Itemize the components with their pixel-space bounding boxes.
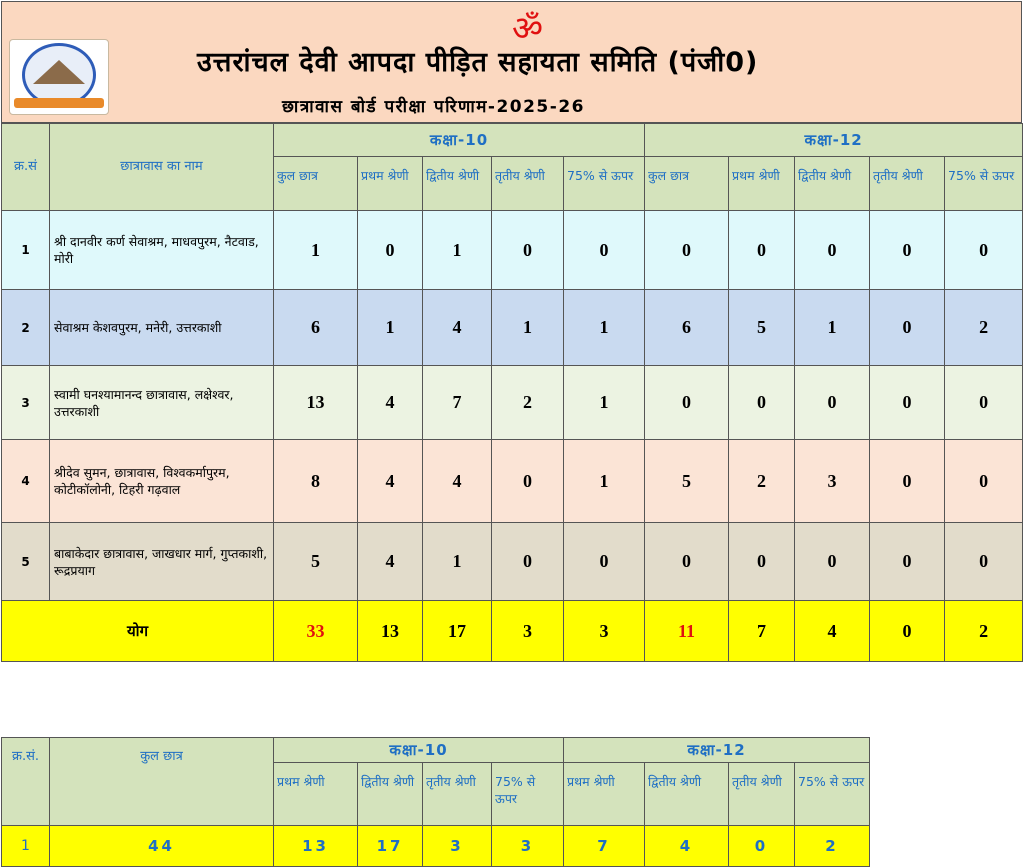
- cell-value: 0: [729, 211, 795, 290]
- cell-value: 0: [492, 440, 564, 523]
- cell-value: 0: [729, 523, 795, 601]
- cell-value: 0: [358, 211, 423, 290]
- total-cell: 7: [729, 601, 795, 662]
- cell-value: 1: [795, 290, 870, 366]
- document-header: [1, 1, 1022, 123]
- total-c12-students: 11: [645, 601, 729, 662]
- cell-value: 0: [870, 440, 945, 523]
- total-cell: 0: [870, 601, 945, 662]
- summary-c10-first: प्रथम श्रेणी: [274, 763, 358, 826]
- row-index: 4: [2, 440, 50, 523]
- page-title: उत्तरांचल देवी आपदा पीड़ित सहायता समिति (पंजी0): [197, 47, 759, 78]
- summary-c10-above75: 75% से ऊपर: [492, 763, 564, 826]
- total-cell: 3: [492, 601, 564, 662]
- summary-table: [1, 737, 870, 867]
- total-cell: 4: [795, 601, 870, 662]
- cell-value: 2: [945, 290, 1023, 366]
- om-symbol-icon: ॐ: [512, 9, 544, 49]
- cell-value: 1: [564, 366, 645, 440]
- cell-value: 1: [492, 290, 564, 366]
- total-cell: 3: [564, 601, 645, 662]
- cell-value: 4: [423, 290, 492, 366]
- hostel-results-table: [1, 123, 1023, 662]
- summary-cell: 4: [645, 826, 729, 867]
- page-subtitle: छात्रावास बोर्ड परीक्षा परिणाम-2025-26: [282, 97, 585, 117]
- cell-value: 6: [645, 290, 729, 366]
- col-header-c12-first: प्रथम श्रेणी: [729, 157, 795, 211]
- total-row: [2, 601, 1023, 662]
- summary-col-header-index: क्र.सं.: [2, 738, 50, 826]
- cell-value: 0: [945, 211, 1023, 290]
- summary-header-row: [2, 738, 870, 763]
- summary-c12-second: द्वितीय श्रेणी: [645, 763, 729, 826]
- cell-value: 5: [274, 523, 358, 601]
- row-index: 3: [2, 366, 50, 440]
- seal-ribbon: [14, 98, 104, 108]
- col-header-c12-total: कुल छात्र: [645, 157, 729, 211]
- summary-c12-above75: 75% से ऊपर: [795, 763, 870, 826]
- cell-value: 1: [274, 211, 358, 290]
- group-header-class12: कक्षा-12: [645, 124, 1023, 157]
- organization-seal-icon: [9, 39, 109, 115]
- summary-row: [2, 826, 870, 867]
- cell-value: 5: [645, 440, 729, 523]
- summary-group-class10: कक्षा-10: [274, 738, 564, 763]
- col-header-c10-above75: 75% से ऊपर: [564, 157, 645, 211]
- cell-value: 2: [492, 366, 564, 440]
- cell-value: 3: [795, 440, 870, 523]
- cell-value: 0: [795, 366, 870, 440]
- cell-value: 7: [423, 366, 492, 440]
- cell-value: 8: [274, 440, 358, 523]
- cell-value: 0: [492, 211, 564, 290]
- cell-value: 4: [358, 366, 423, 440]
- col-header-c10-first: प्रथम श्रेणी: [358, 157, 423, 211]
- cell-value: 0: [945, 440, 1023, 523]
- cell-value: 1: [358, 290, 423, 366]
- cell-value: 2: [729, 440, 795, 523]
- col-header-c10-second: द्वितीय श्रेणी: [423, 157, 492, 211]
- total-cell: 13: [358, 601, 423, 662]
- col-header-c10-third: तृतीय श्रेणी: [492, 157, 564, 211]
- total-cell: 17: [423, 601, 492, 662]
- cell-value: 0: [945, 523, 1023, 601]
- cell-value: 0: [870, 366, 945, 440]
- cell-value: 13: [274, 366, 358, 440]
- hostel-name: सेवाश्रम केशवपुरम, मनेरी, उत्तरकाशी: [50, 290, 274, 366]
- summary-total-students: 44: [50, 826, 274, 867]
- cell-value: 4: [358, 440, 423, 523]
- summary-cell: 3: [492, 826, 564, 867]
- cell-value: 1: [423, 523, 492, 601]
- col-header-c10-total: कुल छात्र: [274, 157, 358, 211]
- summary-c10-second: द्वितीय श्रेणी: [358, 763, 423, 826]
- col-header-c12-above75: 75% से ऊपर: [945, 157, 1023, 211]
- row-index: 2: [2, 290, 50, 366]
- cell-value: 0: [645, 523, 729, 601]
- cell-value: 1: [564, 290, 645, 366]
- cell-value: 0: [795, 523, 870, 601]
- cell-value: 1: [564, 440, 645, 523]
- total-c10-students: 33: [274, 601, 358, 662]
- cell-value: 1: [423, 211, 492, 290]
- hostel-name: स्वामी घनश्यामानन्द छात्रावास, लक्षेश्वर, उत्तरकाशी: [50, 366, 274, 440]
- hostel-name: श्री दानवीर कर्ण सेवाश्रम, माधवपुरम, नैटवाड, मोरी: [50, 211, 274, 290]
- cell-value: 0: [945, 366, 1023, 440]
- cell-value: 4: [358, 523, 423, 601]
- cell-value: 0: [645, 211, 729, 290]
- summary-col-header-total: कुल छात्र: [50, 738, 274, 826]
- row-index: 1: [2, 211, 50, 290]
- summary-c12-first: प्रथम श्रेणी: [564, 763, 645, 826]
- summary-cell: 7: [564, 826, 645, 867]
- cell-value: 0: [564, 523, 645, 601]
- summary-cell: 2: [795, 826, 870, 867]
- summary-cell: 13: [274, 826, 358, 867]
- group-header-class10: कक्षा-10: [274, 124, 645, 157]
- total-cell: 2: [945, 601, 1023, 662]
- summary-cell: 17: [358, 826, 423, 867]
- col-header-c12-third: तृतीय श्रेणी: [870, 157, 945, 211]
- cell-value: 6: [274, 290, 358, 366]
- cell-value: 5: [729, 290, 795, 366]
- summary-row-index: 1: [2, 826, 50, 867]
- summary-cell: 3: [423, 826, 492, 867]
- table-row: [2, 523, 1023, 601]
- col-header-hostel-name: छात्रावास का नाम: [50, 124, 274, 211]
- total-label: योग: [2, 601, 274, 662]
- table-row: [2, 440, 1023, 523]
- summary-c12-third: तृतीय श्रेणी: [729, 763, 795, 826]
- summary-c10-third: तृतीय श्रेणी: [423, 763, 492, 826]
- cell-value: 0: [564, 211, 645, 290]
- hostel-name: बाबाकेदार छात्रावास, जाखधार मार्ग, गुप्तकाशी, रूद्रप्रयाग: [50, 523, 274, 601]
- table-row: [2, 366, 1023, 440]
- cell-value: 0: [870, 523, 945, 601]
- row-index: 5: [2, 523, 50, 601]
- cell-value: 4: [423, 440, 492, 523]
- table-row: [2, 211, 1023, 290]
- cell-value: 0: [645, 366, 729, 440]
- cell-value: 0: [729, 366, 795, 440]
- cell-value: 0: [795, 211, 870, 290]
- summary-cell: 0: [729, 826, 795, 867]
- col-header-index: क्र.सं: [2, 124, 50, 211]
- cell-value: 0: [870, 290, 945, 366]
- col-header-c12-second: द्वितीय श्रेणी: [795, 157, 870, 211]
- hostel-name: श्रीदेव सुमन, छात्रावास, विश्वकर्मापुरम, कोटीकॉलोनी, टिहरी गढ़वाल: [50, 440, 274, 523]
- cell-value: 0: [870, 211, 945, 290]
- summary-group-class12: कक्षा-12: [564, 738, 870, 763]
- cell-value: 0: [492, 523, 564, 601]
- table-header-row: [2, 124, 1023, 157]
- mountain-temple-icon: [33, 60, 85, 84]
- table-row: [2, 290, 1023, 366]
